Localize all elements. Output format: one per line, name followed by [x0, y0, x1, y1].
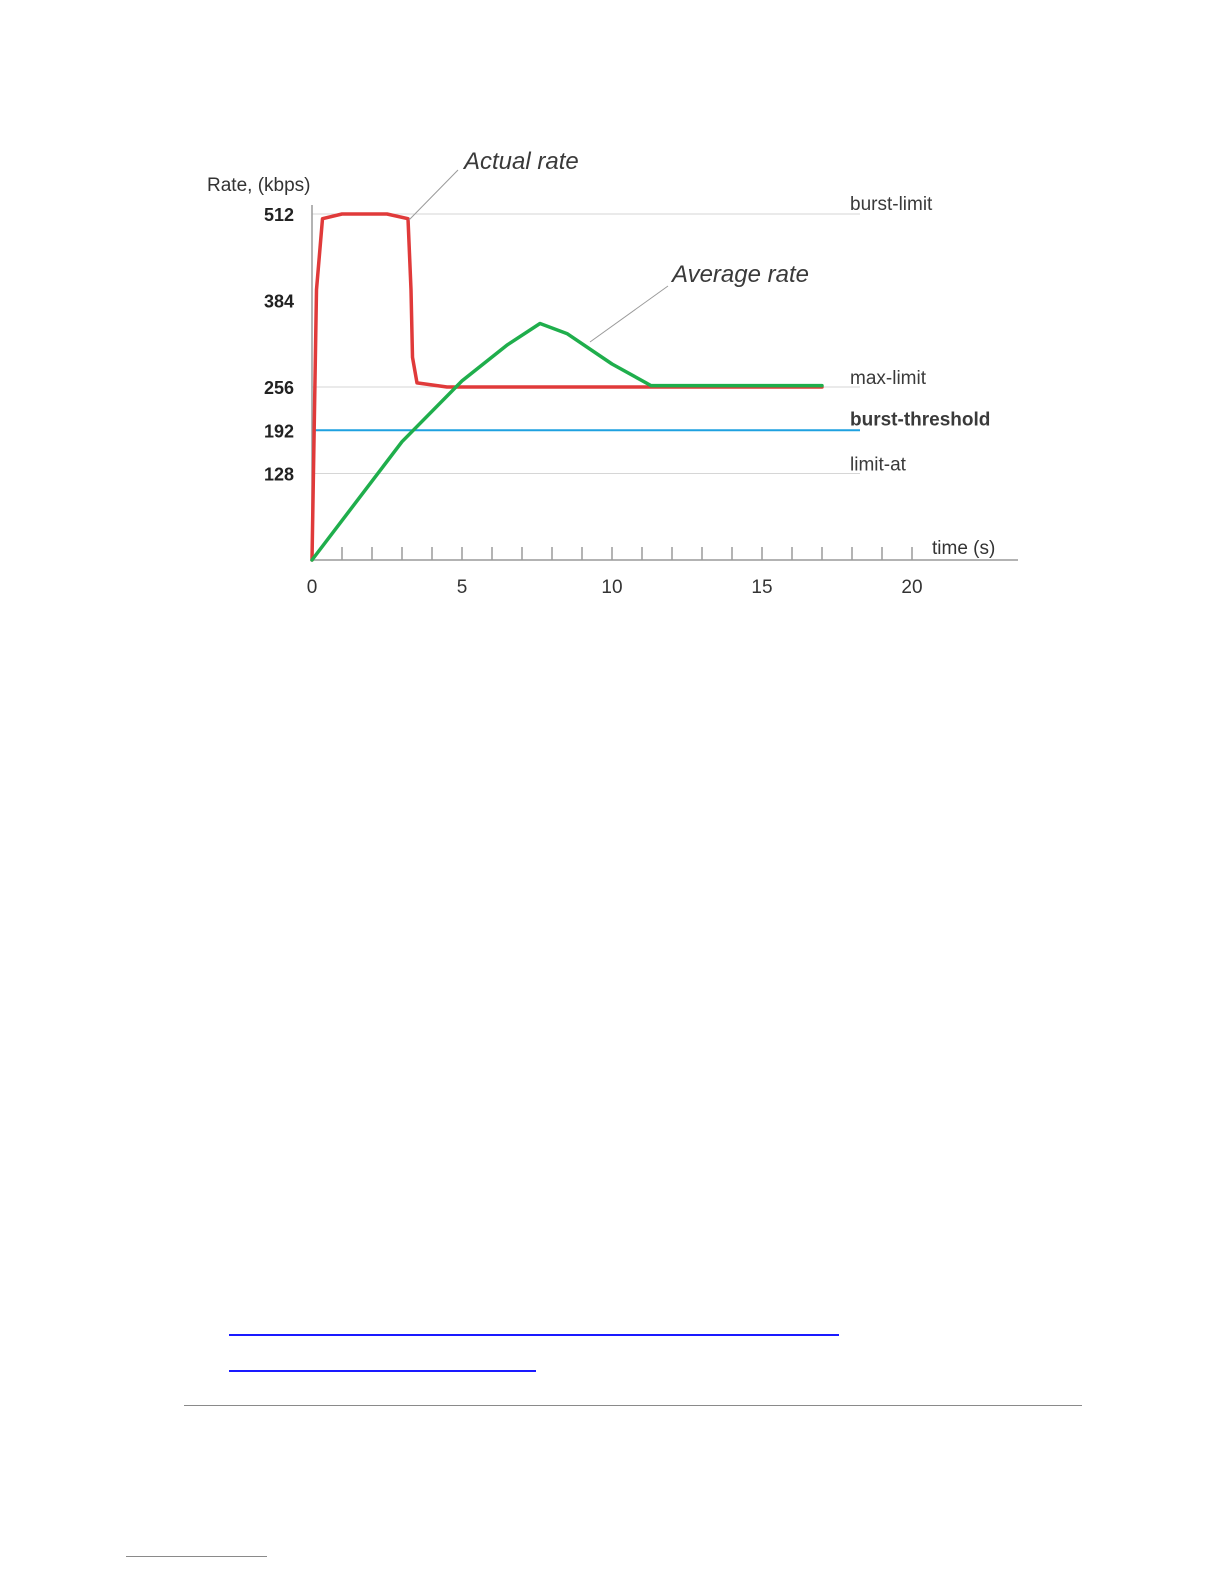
y-axis-label: Rate, (kbps) — [207, 175, 311, 196]
x-tick-label: 5 — [456, 577, 468, 598]
y-tick-label: 512 — [264, 205, 295, 225]
footnote-separator — [126, 1556, 267, 1557]
x-tick-label: 15 — [751, 577, 773, 598]
x-tick-label: 0 — [306, 577, 318, 598]
hyperlink-underline[interactable] — [229, 1370, 536, 1372]
actual-rate-leader — [409, 170, 458, 220]
y-tick-label: 256 — [264, 378, 295, 398]
average-rate-leader — [590, 286, 668, 342]
series-name-actual-rate: Actual rate — [464, 148, 579, 175]
y-tick-label: 384 — [264, 291, 295, 312]
series-line-1 — [312, 324, 822, 561]
reference-label-burst-limit: burst-limit — [850, 194, 933, 215]
reference-label-burst-threshold: burst-threshold — [850, 409, 991, 431]
reference-label-limit-at: limit-at — [850, 454, 906, 476]
series-name-average-rate: Average rate — [672, 261, 809, 288]
hyperlink-underline[interactable] — [229, 1334, 839, 1336]
x-axis-label: time (s) — [932, 538, 996, 559]
y-tick-label: 192 — [264, 421, 295, 442]
reference-label-max-limit: max-limit — [850, 368, 926, 389]
x-tick-label: 10 — [601, 577, 623, 598]
x-tick-label: 20 — [901, 577, 923, 598]
page-divider — [184, 1405, 1082, 1406]
rate-chart — [0, 0, 1224, 700]
y-tick-label: 128 — [264, 464, 295, 485]
